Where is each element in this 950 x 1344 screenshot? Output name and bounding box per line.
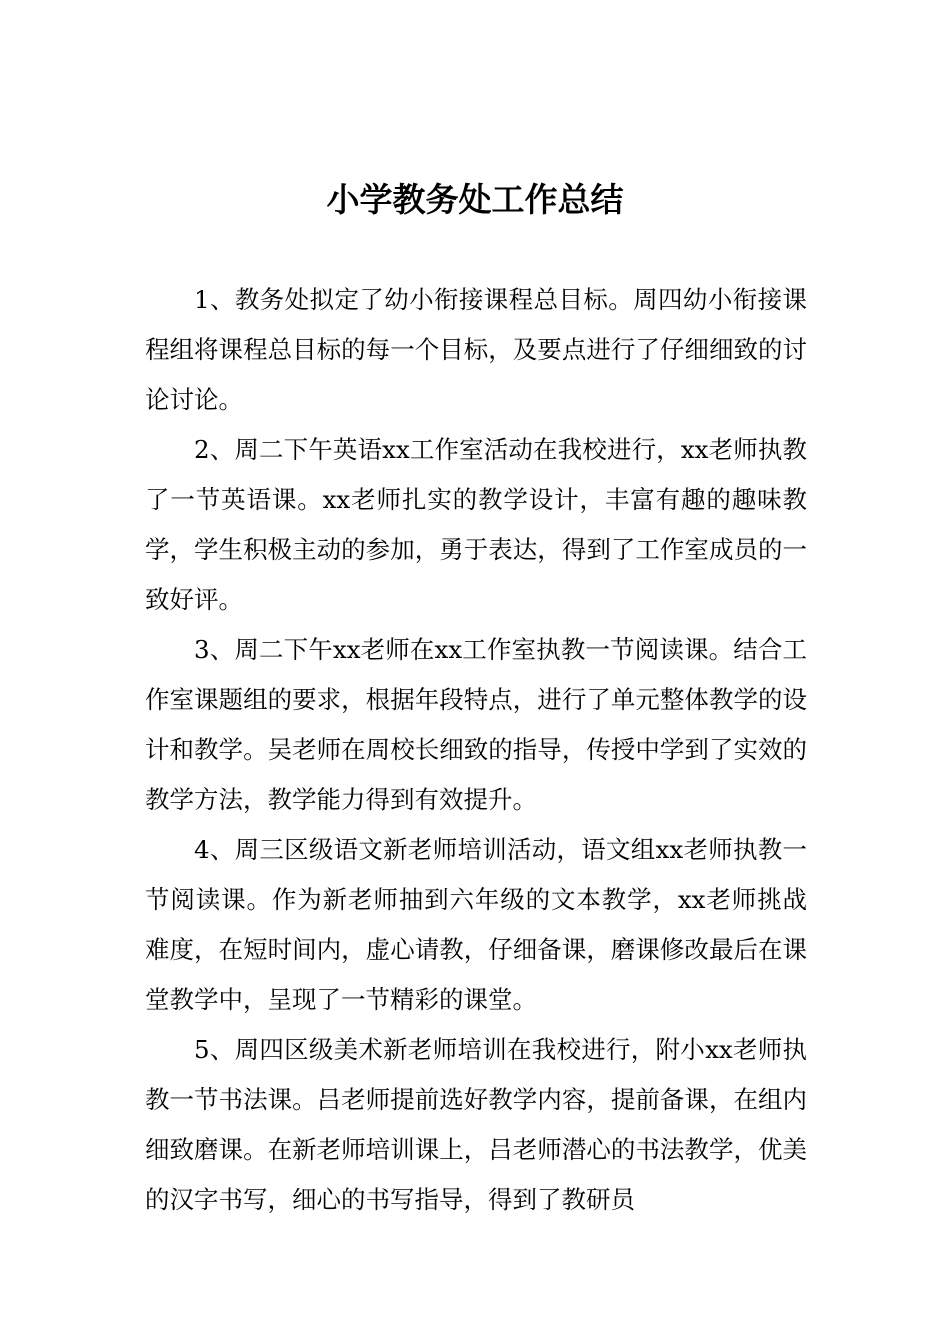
paragraph-2: 2、周二下午英语xx工作室活动在我校进行，xx老师执教了一节英语课。xx老师扎实的教学设计，丰富有趣的趣味教学，学生积极主动的参加，勇于表达，得到了工作室成员的一致好评。 [145,435,807,614]
document-body [145,275,807,1225]
paragraph-4: 4、周三区级语文新老师培训活动，语文组xx老师执教一节阅读课。作为新老师抽到六年级的文本教学，xx老师挑战难度，在短时间内，虚心请教，仔细备课，磨课修改最后在课堂教学中，呈现了一节精彩的课堂。 [145,835,807,1014]
paragraph-5: 5、周四区级美术新老师培训在我校进行，附小xx老师执教一节书法课。吕老师提前选好教学内容，提前备课，在组内细致磨课。在新老师培训课上，吕老师潜心的书法教学，优美的汉字书写，细心的书写指导，得到了教研员 [145,1035,807,1214]
paragraph-1: 1、教务处拟定了幼小衔接课程总目标。周四幼小衔接课程组将课程总目标的每一个目标，及要点进行了仔细细致的讨论讨论。 [145,285,807,414]
paragraph-3: 3、周二下午xx老师在xx工作室执教一节阅读课。结合工作室课题组的要求，根据年段特点，进行了单元整体教学的设计和教学。吴老师在周校长细致的指导，传授中学到了实效的教学方法，教学能力得到有效提升。 [145,635,807,814]
document-title: 小学教务处工作总结 [326,180,624,219]
